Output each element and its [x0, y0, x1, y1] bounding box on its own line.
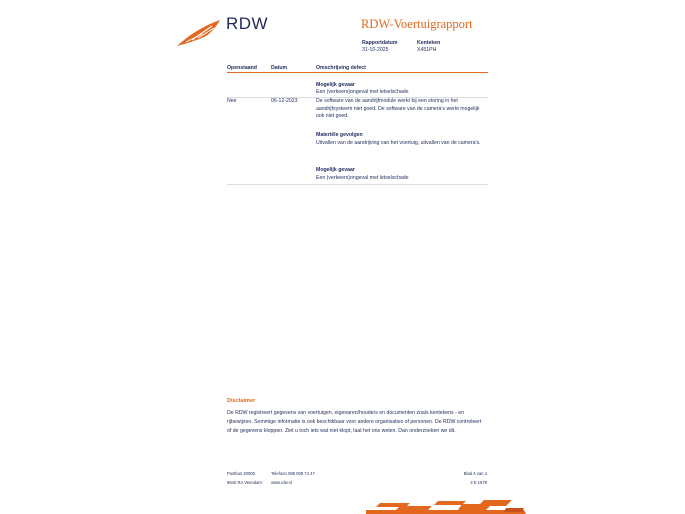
- category-gevaar-text: Een (verkeers)ongeval met letselschade: [316, 175, 409, 181]
- footer-city: 9640 RA Veendam: [227, 480, 262, 485]
- decorative-ribbon-icon: [366, 497, 526, 514]
- disclaimer-title: Disclaimer: [227, 398, 256, 404]
- category-text-top: Een (verkeers)ongeval met letselschade: [316, 89, 409, 95]
- column-openstaand: Openstaand: [227, 65, 257, 71]
- footer-code: 3 E 1678: [470, 480, 487, 485]
- table-header-rule: [227, 72, 488, 73]
- category-materiele-gevolgen: Materiële gevolgen: [316, 132, 363, 138]
- footer-page-number: Blad 4 van 4: [463, 471, 487, 476]
- footer-telefoon: Telefoon 088 008 74 47: [271, 471, 315, 476]
- footer-website[interactable]: www.rdw.nl: [271, 480, 292, 485]
- cell-openstaand: Nee: [227, 98, 237, 104]
- row-divider-bottom: [227, 184, 488, 185]
- column-datum: Datum: [271, 65, 288, 71]
- rapportdatum-value: 31-10-2025: [362, 47, 389, 53]
- kenteken-value: X451PH: [417, 47, 437, 53]
- category-mogelijk-gevaar-top: Mogelijk gevaar: [316, 82, 355, 88]
- disclaimer-text: De RDW registreert gegevens van voertuigen, eigenaren/houders en documenten zoals kentekens - en rijbewijzen. Sommige informatie is ook beschikbaar voor andere organisaties of personen. De RDW controleert of de gegevens kloppen. Ziet u toch iets wat niet klopt, laat het ons weten. Dan onderzoeken we dit.: [227, 410, 482, 435]
- document-title: RDW-Voertuigrapport: [361, 17, 473, 31]
- cell-datum: 06-12-2023: [271, 98, 298, 104]
- logo-text: RDW: [226, 14, 269, 33]
- rdw-logo-icon: [176, 18, 222, 48]
- column-omschrijving: Omschrijving defect: [316, 65, 366, 71]
- rapportdatum-label: Rapportdatum: [362, 40, 398, 46]
- category-gevolgen-text: Uitvallen van de aandrijving van het voertuig, uitvallen van de camera's.: [316, 140, 481, 146]
- footer-postbus: Postbus 30000: [227, 471, 255, 476]
- category-mogelijk-gevaar: Mogelijk gevaar: [316, 167, 355, 173]
- kenteken-label: Kenteken: [417, 40, 441, 46]
- cell-description: De software van de aandrijfmodule werkt bij een storing in het aandrijfsysteem niet goed. De software van de camera's werkt mogelijk ook niet goed.: [316, 98, 480, 120]
